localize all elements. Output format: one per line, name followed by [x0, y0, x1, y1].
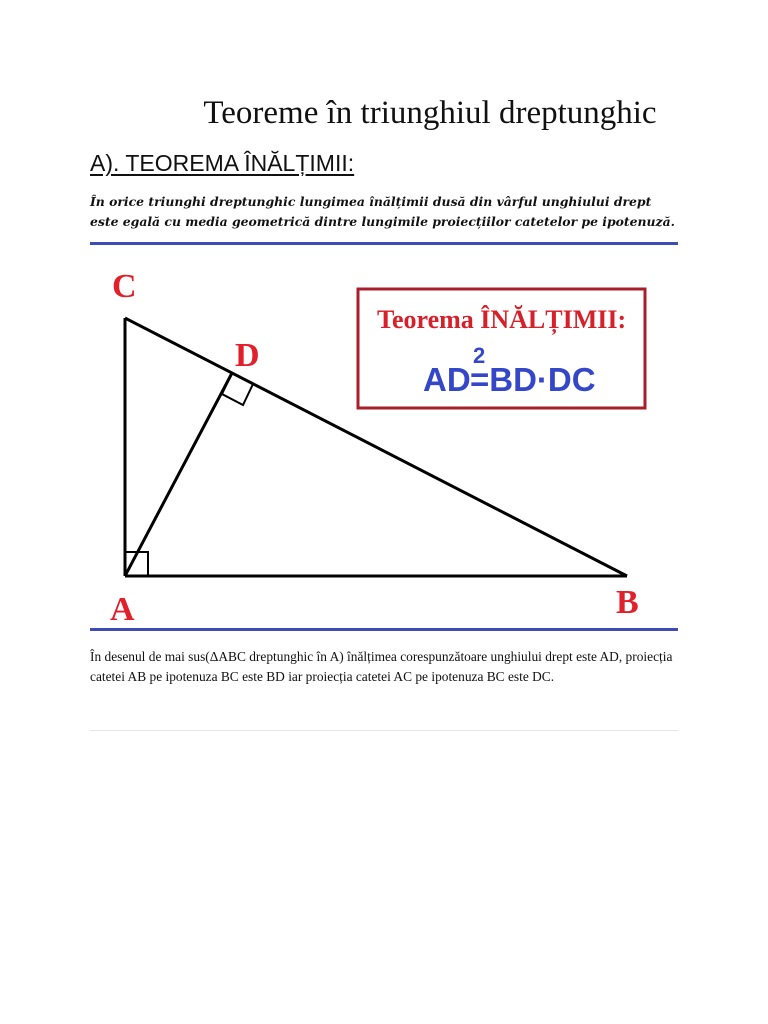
altitude-ad: [125, 373, 232, 576]
formula-exponent: 2: [473, 343, 486, 368]
vertex-label-c: C: [112, 268, 137, 305]
theorem-statement: În orice triunghi dreptunghic lungimea înălțimii dusă din vârful unghiului drept este egală cu media geometrică dintre lungimile proiecțiilor catetelor pe ipotenuză.: [90, 194, 675, 229]
bottom-divider: [90, 628, 678, 631]
triangle-figure: [90, 250, 678, 626]
vertex-label-d: D: [235, 337, 260, 374]
theorem-box-title: Teorema ÎNĂLȚIMII:: [377, 305, 627, 334]
formula-product: =BD·DC: [470, 361, 596, 398]
triangle-diagram: [90, 250, 678, 626]
explanation-paragraph: În desenul de mai sus(ΔABC dreptunghic în A) înălțimea corespunzătoare unghiului drept este AD, proiecția catetei AB pe ipotenuza BC este BD iar proiecția catetei AC pe ipotenuza BC este DC.: [90, 649, 673, 684]
section-separator: [90, 730, 678, 731]
section-heading: A). TEOREMA ÎNĂLȚIMII:: [90, 150, 355, 176]
vertex-label-a: A: [110, 591, 135, 626]
vertex-label-b: B: [616, 584, 639, 621]
formula-ad: AD: [423, 361, 471, 398]
top-divider: [90, 242, 678, 245]
right-angle-marker-d: [222, 373, 253, 405]
page-title: Teoreme în triunghiul dreptunghic: [203, 95, 657, 131]
